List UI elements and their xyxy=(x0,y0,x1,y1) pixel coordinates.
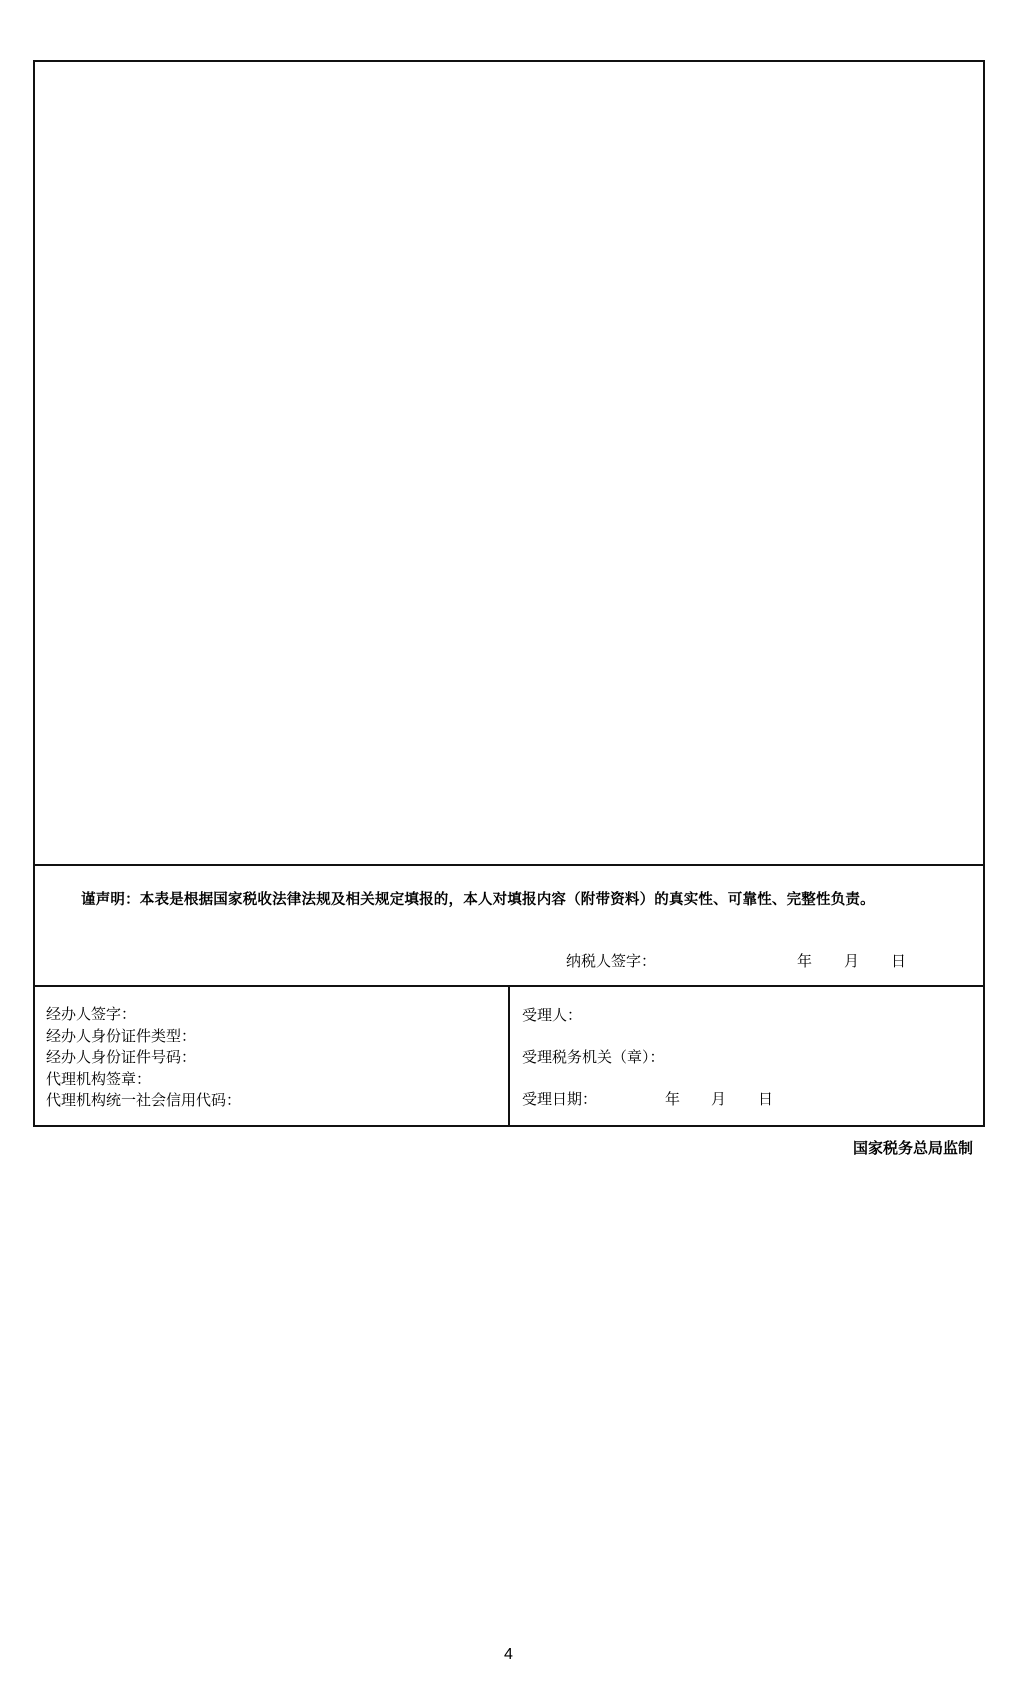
taxpayer-signature-label: 纳税人签字： xyxy=(566,952,657,970)
receipt-date-label: 受理日期： xyxy=(522,1090,598,1108)
declaration-year-label: 年 xyxy=(797,952,813,970)
declaration-section xyxy=(35,866,983,987)
agency-seal-label: 代理机构签章： xyxy=(46,1069,152,1088)
page-number: 4 xyxy=(504,1646,513,1663)
agent-cell xyxy=(35,987,510,1125)
issuer-note: 国家税务总局监制 xyxy=(852,1139,973,1157)
signature-row xyxy=(35,987,983,1125)
agent-id-type-label: 经办人身份证件类型： xyxy=(46,1026,197,1045)
tax-office-label: 受理税务机关（章）： xyxy=(522,1048,665,1066)
declaration-month-label: 月 xyxy=(844,952,860,970)
receipt-day-label: 日 xyxy=(758,1090,774,1108)
agent-signature-label: 经办人签字： xyxy=(46,1005,137,1023)
receiver-cell xyxy=(510,987,983,1125)
declaration-text: 谨声明：本表是根据国家税收法律法规及相关规定填报的，本人对填报内容（附带资料）的真实性、可靠性、完整性负责。 xyxy=(81,892,875,908)
receiver-label: 受理人： xyxy=(522,1006,583,1024)
agent-lines xyxy=(46,1004,241,1112)
form-blank-area xyxy=(35,62,983,866)
agent-id-number-label: 经办人身份证件号码： xyxy=(46,1048,197,1066)
receipt-year-label: 年 xyxy=(665,1090,681,1108)
agency-credit-code-label: 代理机构统一社会信用代码： xyxy=(46,1091,242,1109)
declaration-day-label: 日 xyxy=(891,952,907,970)
receipt-month-label: 月 xyxy=(711,1090,727,1108)
form-frame xyxy=(33,60,985,1127)
